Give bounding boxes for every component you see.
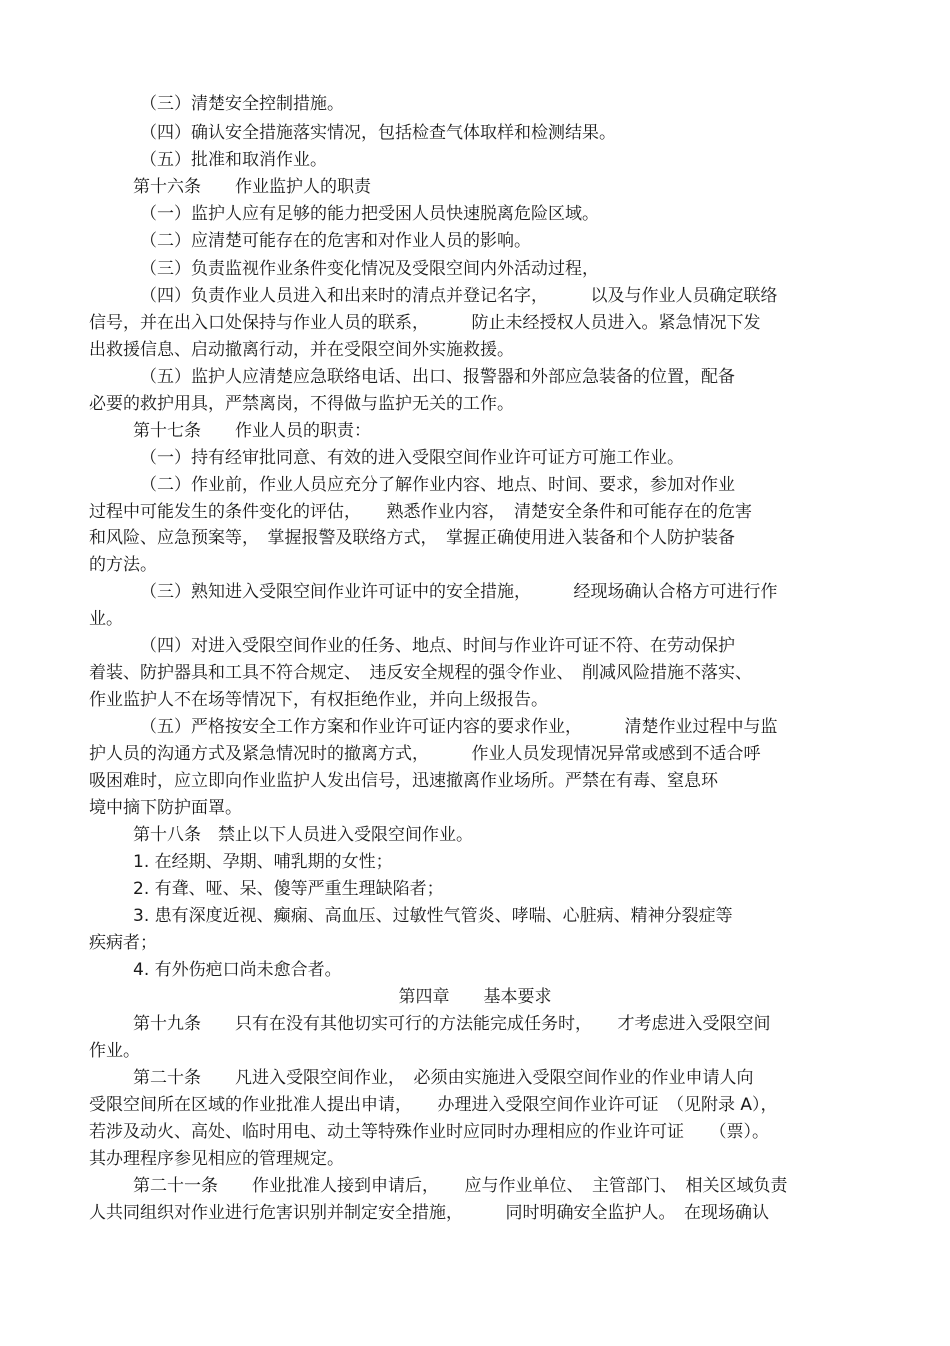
article-heading: 第十八条 禁止以下人员进入受限空间作业。 [133, 825, 473, 845]
text-line: （一）持有经审批同意、有效的进入受限空间作业许可证方可施工作业。 [140, 448, 684, 468]
article-heading: 第十七条 作业人员的职责： [133, 421, 371, 441]
text-line: （四）负责作业人员进入和出来时的清点并登记名字， 以及与作业人员确定联络 [140, 286, 778, 306]
text-line: 其办理程序参见相应的管理规定。 [89, 1149, 344, 1169]
text-line: 疾病者； [89, 933, 157, 953]
list-item: 4. 有外伤疤口尚未愈合者。 [133, 960, 342, 980]
text-line: （五）严格按安全工作方案和作业许可证内容的要求作业， 清楚作业过程中与监 [140, 717, 778, 737]
text-line: （二）作业前，作业人员应充分了解作业内容、地点、时间、要求，参加对作业 [140, 475, 735, 495]
text-line: 的方法。 [89, 555, 157, 575]
text-line: （五）监护人应清楚应急联络电话、出口、报警器和外部应急装备的位置，配备 [140, 367, 735, 387]
list-item: 2. 有聋、哑、呆、傻等严重生理缺陷者； [133, 879, 444, 899]
list-item: 1. 在经期、孕期、哺乳期的女性； [133, 852, 393, 872]
text-line: （一）监护人应有足够的能力把受困人员快速脱离危险区域。 [140, 204, 599, 224]
text-line: （三）清楚安全控制措施。 [140, 94, 344, 114]
text-line: 护人员的沟通方式及紧急情况时的撤离方式， 作业人员发现情况异常或感到不适合呼 [89, 744, 761, 764]
chapter-heading: 第四章 基本要求 [398, 987, 552, 1007]
list-item: 3. 患有深度近视、癫痫、高血压、过敏性气管炎、哮喘、心脏病、精神分裂症等 [133, 906, 733, 926]
text-line: 作业。 [89, 1041, 140, 1061]
text-line: 业。 [89, 609, 123, 629]
text-line: （三）熟知进入受限空间作业许可证中的安全措施， 经现场确认合格方可进行作 [140, 582, 778, 602]
text-line: 受限空间所在区域的作业批准人提出申请， 办理进入受限空间作业许可证 （见附录 A）， [89, 1095, 778, 1115]
text-line: 过程中可能发生的条件变化的评估， 熟悉作业内容， 清楚安全条件和可能存在的危害 [89, 502, 752, 522]
article-heading: 第十九条 只有在没有其他切实可行的方法能完成任务时， 才考虑进入受限空间 [133, 1014, 771, 1034]
article-heading: 第二十一条 作业批准人接到申请后， 应与作业单位、 主管部门、 相关区域负责 [133, 1176, 788, 1196]
text-line: 境中摘下防护面罩。 [89, 798, 242, 818]
text-line: （二）应清楚可能存在的危害和对作业人员的影响。 [140, 231, 531, 251]
text-line: 着装、防护器具和工具不符合规定、 违反安全规程的强令作业、 削减风险措施不落实、 [89, 663, 752, 683]
text-line: 吸困难时，应立即向作业监护人发出信号，迅速撤离作业场所。严禁在有毒、窒息环 [89, 771, 718, 791]
text-line: 和风险、应急预案等， 掌握报警及联络方式， 掌握正确使用进入装备和个人防护装备 [89, 528, 735, 548]
text-line: 作业监护人不在场等情况下，有权拒绝作业，并向上级报告。 [89, 690, 548, 710]
text-line: 人共同组织对作业进行危害识别并制定安全措施， 同时明确安全监护人。 在现场确认 [89, 1203, 769, 1223]
text-line: （四）确认安全措施落实情况，包括检查气体取样和检测结果。 [140, 123, 616, 143]
text-line: （三）负责监视作业条件变化情况及受限空间内外活动过程， [140, 259, 599, 279]
article-heading: 第十六条 作业监护人的职责 [133, 177, 371, 197]
article-heading: 第二十条 凡进入受限空间作业， 必须由实施进入受限空间作业的作业申请人向 [133, 1068, 754, 1088]
text-line: 信号，并在出入口处保持与作业人员的联系， 防止未经授权人员进入。紧急情况下发 [89, 313, 761, 333]
text-line: （四）对进入受限空间作业的任务、地点、时间与作业许可证不符、在劳动保护 [140, 636, 735, 656]
text-line: （五）批准和取消作业。 [140, 150, 327, 170]
text-line: 出救援信息、启动撤离行动，并在受限空间外实施救援。 [89, 340, 514, 360]
text-line: 若涉及动火、高处、临时用电、动土等特殊作业时应同时办理相应的作业许可证 （票）。 [89, 1122, 769, 1142]
text-line: 必要的救护用具，严禁离岗，不得做与监护无关的工作。 [89, 394, 514, 414]
